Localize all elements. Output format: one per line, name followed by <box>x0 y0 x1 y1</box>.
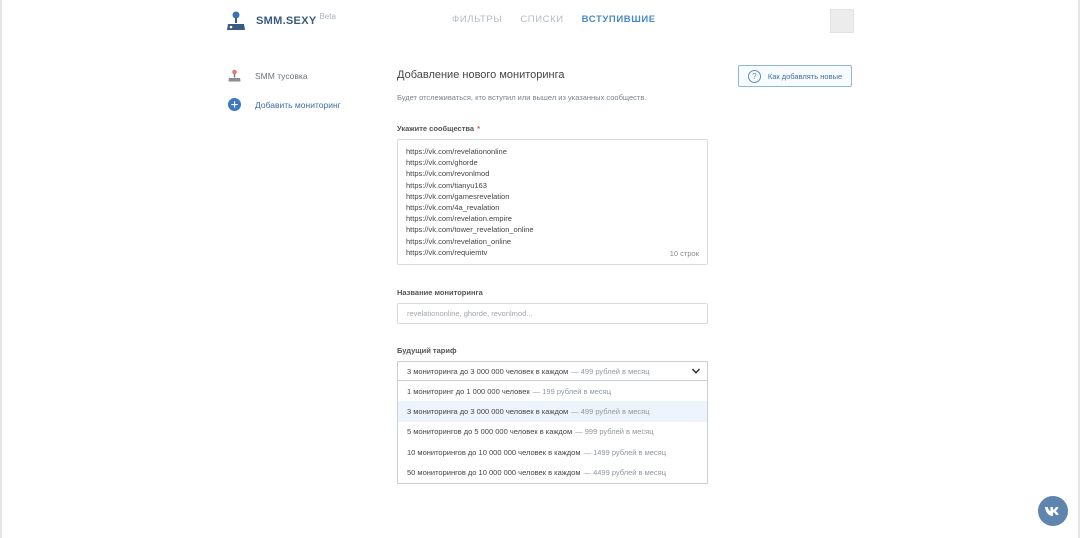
top-nav <box>452 14 656 25</box>
tariff-dropdown <box>397 380 708 484</box>
sidebar-item-smm-party[interactable] <box>228 69 308 82</box>
logo[interactable] <box>226 10 336 32</box>
page-border-left <box>0 0 2 538</box>
tariff-option[interactable] <box>398 381 707 401</box>
community-url: https://vk.com/4a_revalation <box>406 202 500 212</box>
community-url: https://vk.com/revelation.empire <box>406 214 512 224</box>
monitoring-name-input[interactable] <box>397 303 708 324</box>
nav-lists[interactable]: СПИСКИ <box>520 14 564 25</box>
community-url: https://vk.com/requiemtv <box>406 247 488 257</box>
vk-logo-icon <box>1044 506 1062 517</box>
community-url: https://vk.com/tower_revelation_online <box>406 225 534 235</box>
communities-textarea[interactable] <box>397 139 708 265</box>
tariff-label: Будущий тариф <box>397 346 457 355</box>
tariff-option[interactable] <box>398 422 707 442</box>
community-url: https://vk.com/revelation_online <box>406 236 512 246</box>
nav-filters[interactable]: ФИЛЬТРЫ <box>452 14 503 25</box>
tariff-option-text: 3 мониторинга до 3 000 000 человек в каждом <box>407 407 569 417</box>
plus-circle-icon <box>228 98 241 111</box>
communities-label-text: Укажите сообщества <box>397 124 475 133</box>
sidebar-item-add-monitoring[interactable] <box>228 98 341 111</box>
tariff-selected-text: 3 мониторинга до 3 000 000 человек в каждом <box>407 366 569 376</box>
line-count: 10 строк <box>669 249 699 258</box>
user-avatar[interactable] <box>830 9 854 33</box>
tariff-option-price: — 999 рублей в месяц <box>575 427 654 437</box>
community-url: https://vk.com/revelationonline <box>406 147 507 156</box>
tariff-option-text: 1 мониторинг до 1 000 000 человек <box>407 386 530 396</box>
community-url: https://vk.com/tianyu163 <box>406 180 487 190</box>
tariff-option-price: — 499 рублей в месяц <box>571 407 650 417</box>
community-url: https://vk.com/ghorde <box>406 158 478 168</box>
how-to-add-button[interactable] <box>738 65 852 87</box>
brand-name: SMM.SEXY <box>256 15 317 27</box>
beta-badge: Beta <box>319 11 336 21</box>
tariff-option-price: — 199 рублей в месяц <box>532 386 612 396</box>
tariff-option-price: — 4499 рублей в месяц <box>583 468 667 478</box>
page-subtitle: Будет отслеживаться, кто вступил или вышел из указанных сообществ. <box>397 93 647 102</box>
how-to-add-label: Как добавлять новые <box>767 71 843 81</box>
nav-joined[interactable]: ВСТУПИВШИЕ <box>581 14 656 25</box>
page-title: Добавление нового мониторинга <box>397 69 565 81</box>
community-url: https://vk.com/gamesrevelation <box>406 191 510 201</box>
sidebar-item-label: SMM тусовка <box>255 70 308 81</box>
chevron-down-icon <box>691 366 701 376</box>
sidebar-item-label: Добавить мониторинг <box>255 99 341 110</box>
tariff-option-text: 5 мониторингов до 5 000 000 человек в каждом <box>407 427 573 437</box>
question-icon: ? <box>748 70 761 83</box>
tariff-option-price: — 1499 рублей в месяц <box>583 447 667 457</box>
tariff-selected-price: — 499 рублей в месяц <box>571 366 650 376</box>
communities-label <box>397 124 480 133</box>
community-url: https://vk.com/revonlmod <box>406 169 490 179</box>
tariff-option-text: 50 мониторингов до 10 000 000 человек в каждом <box>407 468 581 478</box>
monitoring-name-label: Название мониторинга <box>397 288 483 297</box>
tariff-select[interactable] <box>397 361 708 380</box>
tariff-option-highlighted[interactable] <box>398 401 707 421</box>
joystick-icon <box>228 69 241 82</box>
tariff-option[interactable] <box>398 442 707 462</box>
vk-share-button[interactable] <box>1038 496 1068 526</box>
joystick-logo-icon <box>226 10 246 32</box>
required-mark: * <box>477 124 480 133</box>
tariff-option[interactable] <box>398 463 707 483</box>
tariff-option-text: 10 мониторингов до 10 000 000 человек в каждом <box>407 447 581 457</box>
